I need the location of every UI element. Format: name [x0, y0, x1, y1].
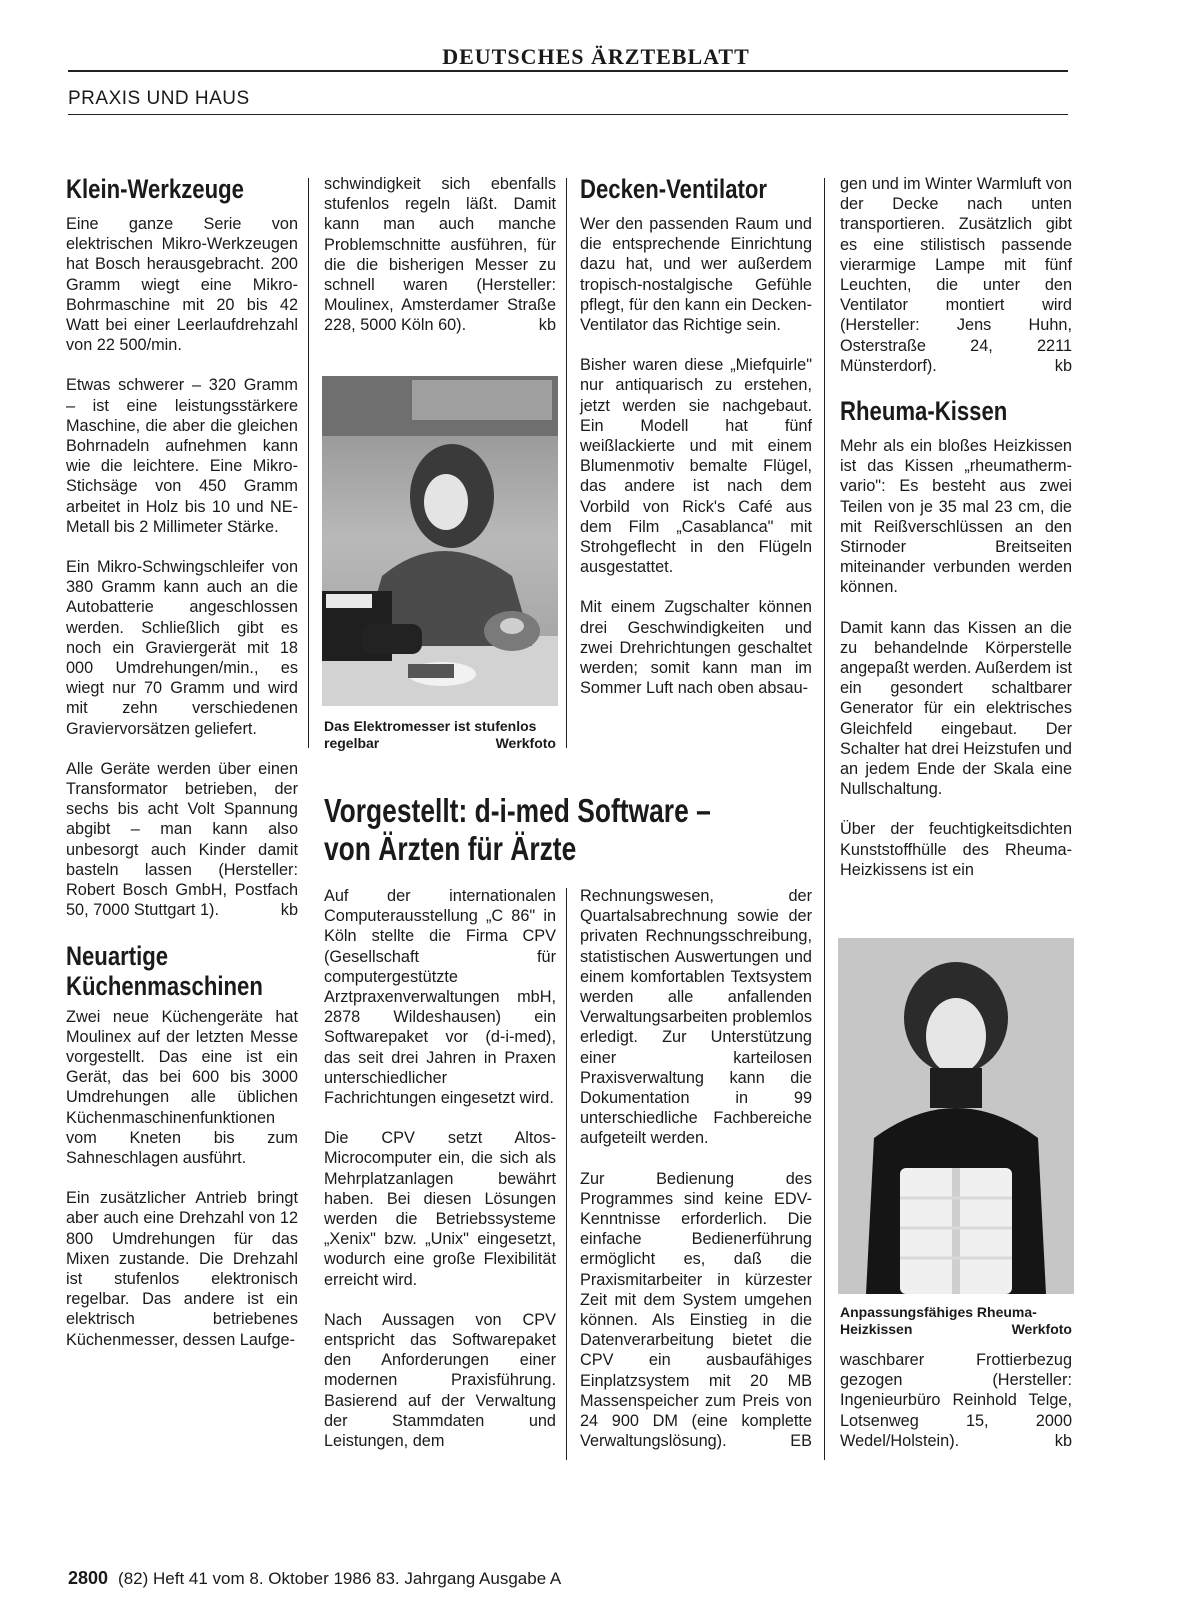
photo-rheuma-pillow	[838, 938, 1074, 1294]
paragraph-text: waschbarer Frottierbezug gezogen (Hersteller: Ingenieurbüro Reinhold Telge, Lotsenweg 15, 2000 Wedel/Holstein).	[840, 1351, 1072, 1450]
paragraph-with-signature	[840, 1350, 1072, 1451]
paragraph-with-signature	[840, 174, 1072, 376]
author-signature: kb	[1054, 1431, 1072, 1450]
paragraph: Eine ganze Serie von elektrischen Mikro-Werkzeugen hat Bosch herausgebracht. 200 Gramm wiegt eine Mikro-Bohrmaschine mit 20 bis 42 Watt bei einer Leerlaufdrehzahl von 22 500/min.	[66, 215, 298, 355]
paragraph: Die CPV setzt Altos-Microcomputer ein, die sich als Mehrplatzanlagen bewährt haben. Bei diesen Lösungen werden die Betriebssysteme „Xenix" bzw. „Unix" eingesetzt, wodurch eine große Flexibilität erreicht wird.	[324, 1129, 556, 1289]
paragraph-with-signature	[66, 759, 298, 921]
column-4	[840, 174, 1072, 880]
paragraph-text: gen und im Winter Warmluft von der Decke nach unten transportieren. Zusätzlich gibt es eine stilistisch passende vierarmige Lampe mit fünf Leuchten, die unter den Ventilator montiert wird (Hersteller: Jens Huhn, Osterstraße 24, 2211 Münsterdorf).	[840, 175, 1072, 375]
paragraph: Damit kann das Kissen an die zu behandelnde Körperstelle angepaßt werden. Außerdem ist ein gesondert schaltbarer Generator für ein elektrisches Gleichfeld eingebaut. Der Schalter hat drei Heizstufen und an jedem Ende der Skala eine Nullschaltung.	[840, 618, 1072, 799]
headline-line: von Ärzten für Ärzte	[324, 830, 577, 867]
paragraph: Etwas schwerer – 320 Gramm – ist eine leistungsstärkere Maschine, die aber die gleichen Bohrnadeln aufnehmen kann wie die leichtere. Eine Mikro-Stichsäge von 450 Gramm arbeitet in Holz bis 10 und NE-Metall bis 2 Millimeter Stärke.	[66, 376, 298, 536]
author-signature: kb	[280, 901, 298, 920]
headline-klein-werkzeuge: Klein-Werkzeuge	[66, 174, 244, 204]
caption-credit: Werkfoto	[1011, 1321, 1072, 1337]
paragraph-with-signature	[324, 174, 556, 336]
paragraph: Nach Aussagen von CPV entspricht das Softwarepaket den Anforderungen einer modernen Praxisführung. Basierend auf der Verwaltung der Stammdaten und Leistungen, dem	[324, 1310, 556, 1451]
column-4-continued	[840, 1350, 1072, 1451]
caption-credit: Werkfoto	[495, 735, 556, 751]
headline-kuechenmaschinen	[66, 940, 263, 1001]
caption-text: Anpassungsfähiges Rheuma-Heizkissen	[840, 1304, 1037, 1337]
headline-decken-ventilator: Decken-Ventilator	[580, 174, 768, 204]
paragraph: Zwei neue Küchengeräte hat Moulinex auf der letzten Messe vorgestellt. Das eine ist ein Gerät, das bei 600 bis 3000 Umdrehungen alle üblichen Küchenmaschinenfunktionen vom Kneten bis zum Sahneschlagen ausführt.	[66, 1007, 298, 1167]
headline-rheuma-kissen: Rheuma-Kissen	[840, 396, 1008, 427]
page-footer	[68, 1568, 561, 1589]
column-2	[324, 174, 556, 336]
paragraph: Wer den passenden Raum und die entsprechende Einrichtung dazu hat, und wer außerdem tropisch-nostalgische Gefühle pflegt, für den kann ein Decken-Ventilator das Richtige sein.	[580, 215, 812, 335]
feature-column-b	[580, 886, 812, 1451]
paragraph: Mehr als ein bloßes Heizkissen ist das Kissen „rheumatherm-vario": Es besteht aus zwei Teilen von je 35 mal 23 cm, die mit Reißverschlüssen an den Stirnoder Breitseiten miteinander verbunden werden können.	[840, 437, 1072, 597]
photo-electric-knife	[322, 376, 558, 706]
masthead: DEUTSCHES ÄRZTEBLATT	[442, 44, 750, 69]
section-title: PRAXIS UND HAUS	[68, 88, 250, 109]
column-rule	[566, 178, 567, 748]
paragraph-text: schwindigkeit sich ebenfalls stufenlos regeln läßt. Damit kann man auch manche Problemschnitte ausführen, für die die bisherigen Messer zu schnell waren (Hersteller: Moulinex, Amsterdamer Straße 228, 5000 Köln 60).	[324, 175, 556, 335]
paragraph-text: Zur Bedienung des Programmes sind keine EDV-Kenntnisse erforderlich. Die einfache Bedienerführung ermöglicht es, daß die Praxismitarbeiter in kürzester Zeit mit dem System umgehen können. Als Einstieg in die Datenverarbeitung bietet die CPV ein ausbaufähiges Einplatzsystem mit 20 MB Massenspeicher zum Preis von 24 900 DM (eine komplette Verwaltungslösung).	[580, 1169, 812, 1451]
paragraph: Mit einem Zugschalter können drei Geschwindigkeiten und zwei Drehrichtungen geschaltet werden; somit kann man im Sommer Luft nach oben absau-	[580, 598, 812, 698]
page-number: 2800	[68, 1568, 109, 1588]
caption-electric-knife	[324, 718, 556, 752]
column-3	[580, 174, 812, 698]
headline-line: Neuartige	[66, 940, 169, 971]
column-rule	[308, 178, 309, 748]
photo-rheuma-pillow-image	[838, 938, 1074, 1294]
author-signature: EB	[790, 1432, 812, 1451]
paragraph: Bisher waren diese „Miefquirle" nur antiquarisch zu erstehen, jetzt werden sie nachgebaut. Ein Modell hat fünf weißlackierte und mit einem Blumenmotiv bemalte Flügel, das andere ist nach dem Vorbild von Rick's Café aus dem Film „Casablanca" mit Strohgeflecht in den Flügeln ausgestattet.	[580, 356, 812, 577]
feature-headline	[324, 792, 711, 868]
author-signature: kb	[538, 316, 556, 335]
paragraph: Rechnungswesen, der Quartalsabrechnung sowie der privaten Rechnungsschreibung, statistischen Auswertungen und einem komfortablen Textsystem werden alle anfallenden Verwaltungsarbeiten problemlos erledigt. Zur Unterstützung einer karteilosen Praxisverwaltung kann die Dokumentation in 99 unterschiedliche Fachbereiche aufgeteilt werden.	[580, 887, 812, 1148]
caption-text: Das Elektromesser ist stufenlos regelbar	[324, 718, 537, 751]
headline-line: Vorgestellt: d-i-med Software –	[324, 792, 711, 829]
issue-info: (82) Heft 41 vom 8. Oktober 1986 83. Jahrgang Ausgabe A	[118, 1569, 562, 1588]
column-rule	[824, 178, 825, 1460]
paragraph-text: Alle Geräte werden über einen Transformator betrieben, der sechs bis acht Volt Spannung abgibt – man kann also unbesorgt auch Kinder damit basteln lassen (Hersteller: Robert Bosch GmbH, Postfach 50, 7000 Stuttgart 1).	[66, 759, 298, 920]
section-rule	[68, 114, 1068, 115]
column-rule	[566, 888, 567, 1460]
masthead-rule	[68, 70, 1068, 72]
column-1	[66, 174, 298, 1350]
headline-line: Küchenmaschinen	[66, 970, 263, 1001]
author-signature: kb	[1054, 356, 1072, 375]
feature-column-a	[324, 886, 556, 1451]
paragraph: Über der feuchtigkeitsdichten Kunststoffhülle des Rheuma-Heizkissens ist ein	[840, 820, 1072, 879]
paragraph: Ein zusätzlicher Antrieb bringt aber auch eine Drehzahl von 12 800 Umdrehungen für das Mixen zustande. Die Drehzahl ist stufenlos elektronisch regelbar. Das andere ist ein elektrisch betriebenes Küchenmesser, dessen Laufge-	[66, 1189, 298, 1349]
paragraph: Ein Mikro-Schwingschleifer von 380 Gramm kann auch an die Autobatterie angeschlossen werden. Schließlich gibt es noch ein Graviergerät mit 18 000 Umdrehungen/min., es wiegt nur 70 Gramm und wird mit zehn verschiedenen Graviervorsätzen geliefert.	[66, 558, 298, 738]
paragraph-with-signature	[580, 1169, 812, 1452]
caption-rheuma-pillow	[840, 1304, 1072, 1338]
paragraph: Auf der internationalen Computerausstellung „C 86" in Köln stellte die Firma CPV (Gesellschaft für computergestützte Arztpraxenverwaltungen mbH, 2878 Wildeshausen) ein Softwarepaket vor (d-i-med), das seit drei Jahren in Praxen unterschiedlicher Fachrichtungen eingesetzt wird.	[324, 887, 556, 1108]
photo-electric-knife-image	[322, 376, 558, 706]
